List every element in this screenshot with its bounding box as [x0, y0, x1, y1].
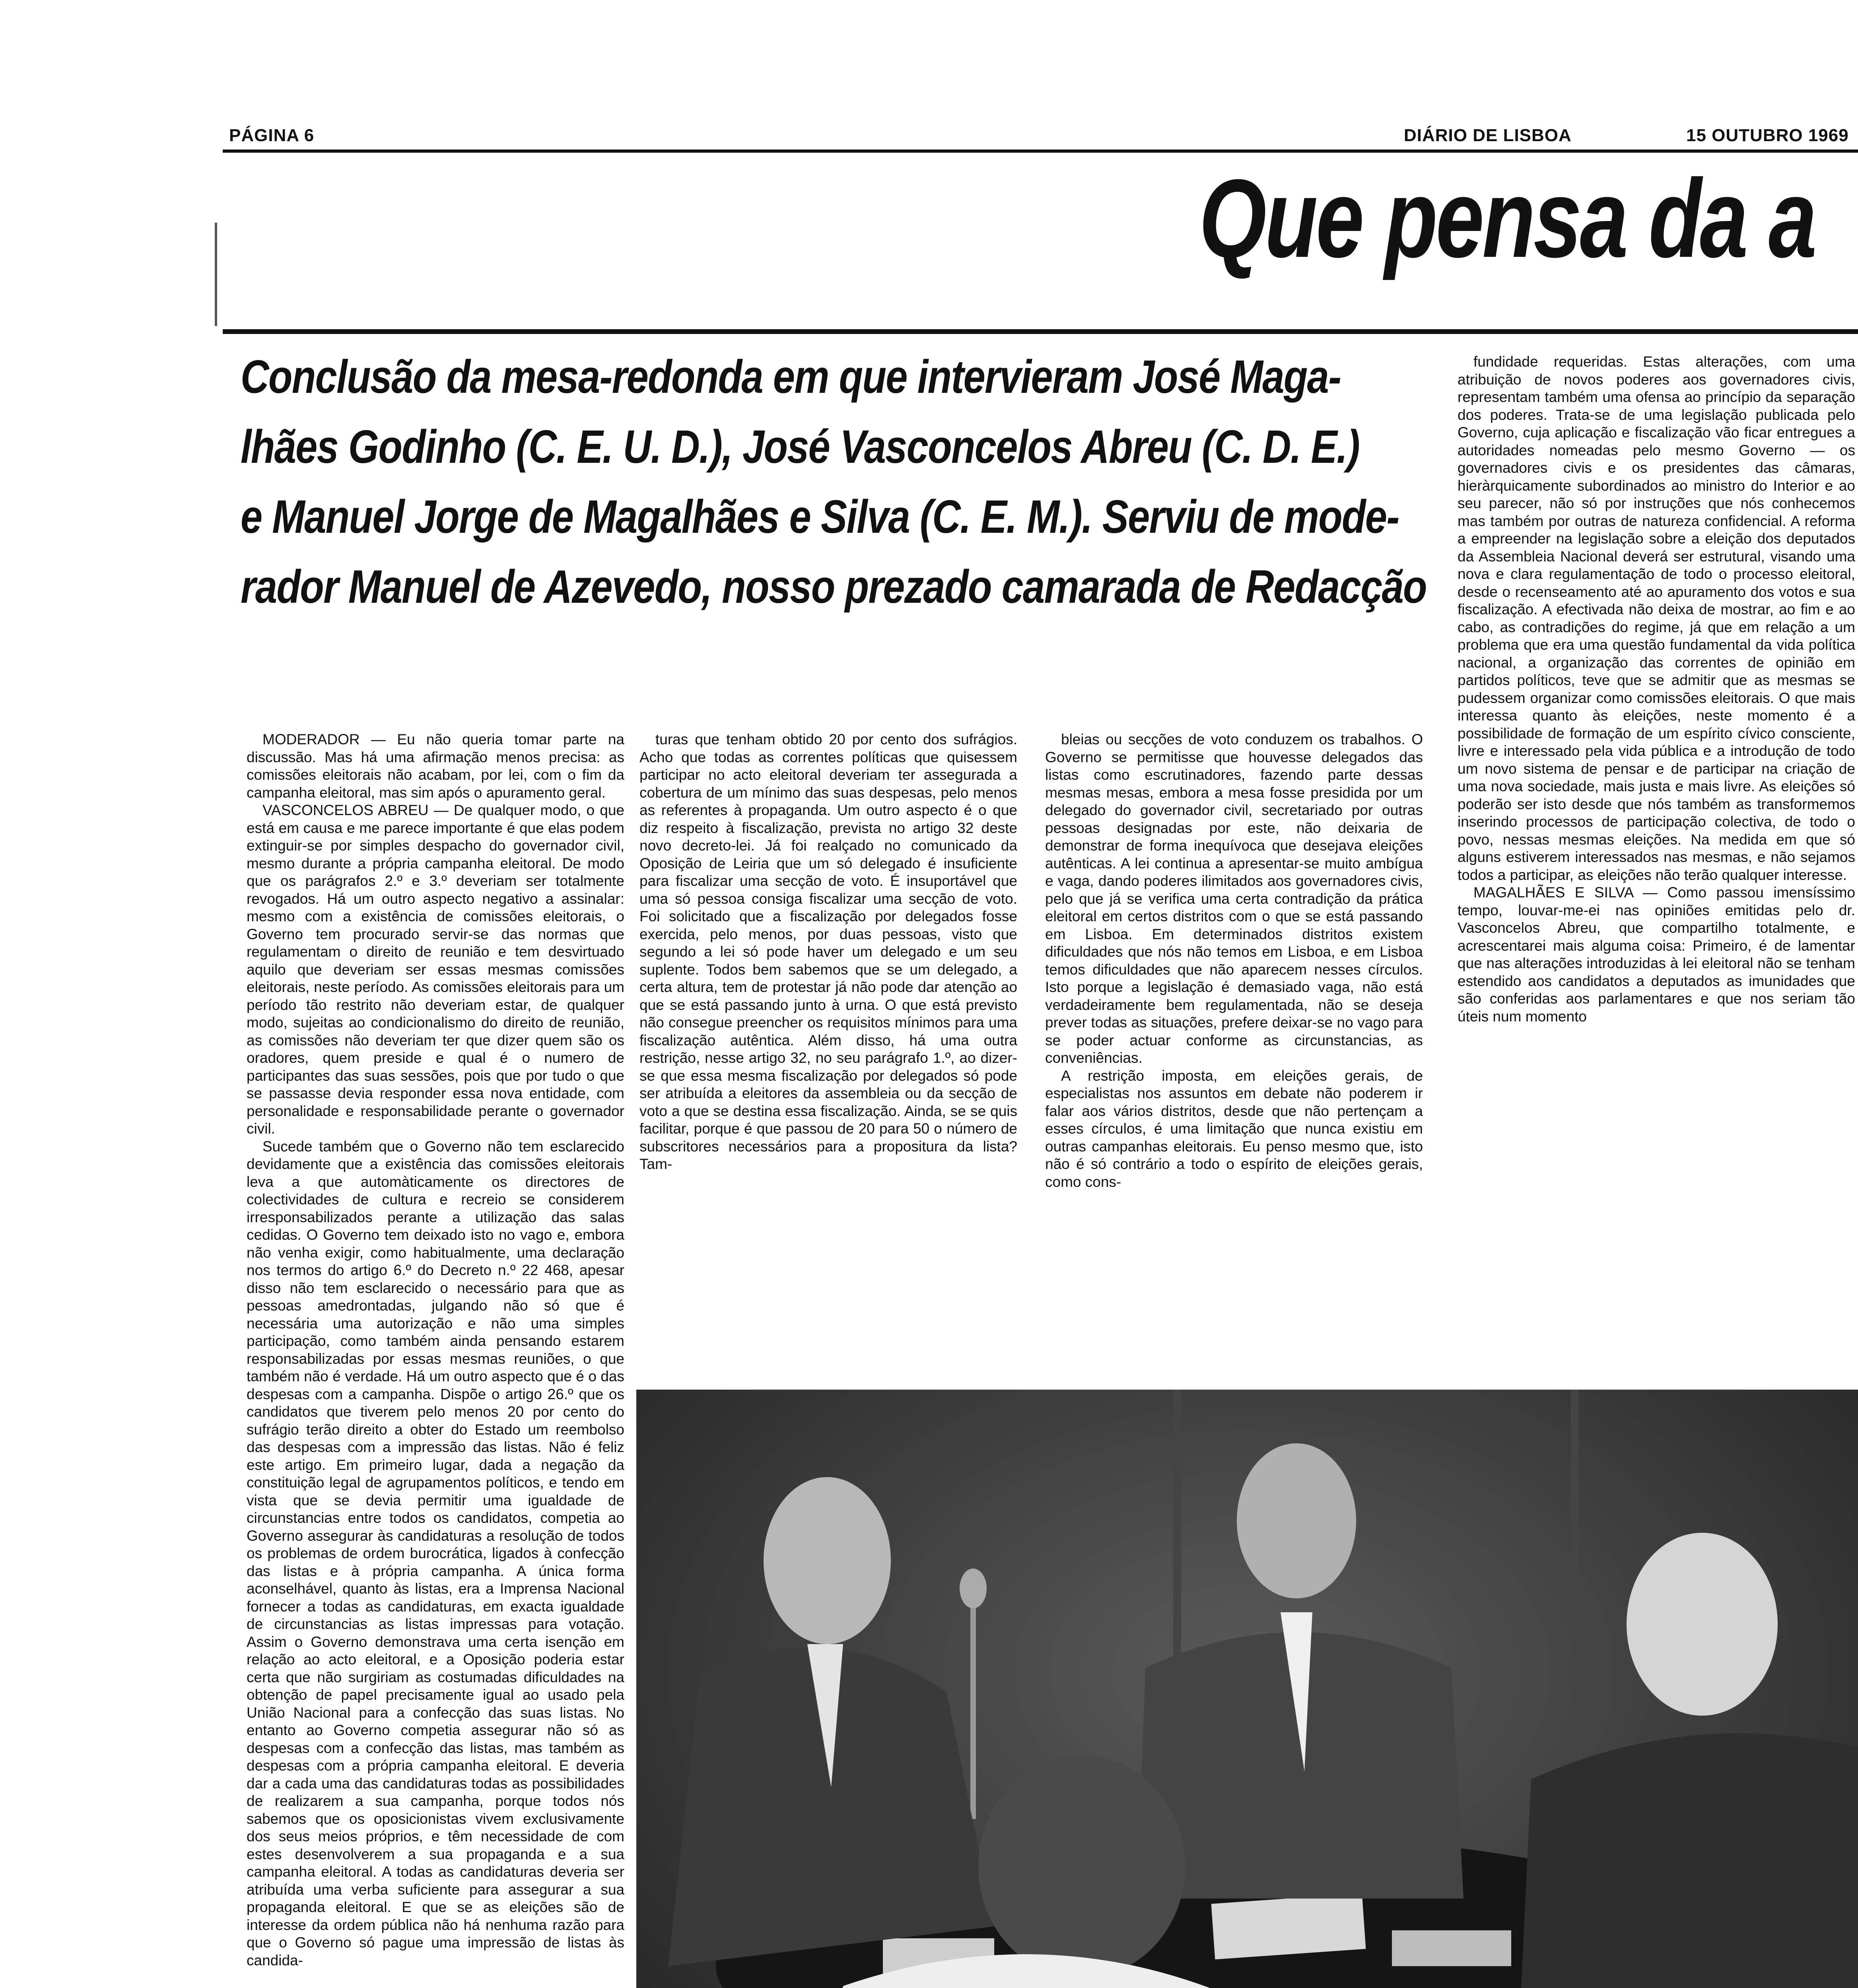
photo-scene	[636, 1390, 1858, 1988]
scan-mark	[215, 223, 217, 326]
paragraph: Sucede também que o Governo não tem esclarecido devidamente que a existência das comissões eleitorais leva a que automàticamente os directores de colectividades de cultura e recreio se considerem irresponsabilizados perante a utilização das salas cedidas. O Governo tem deixado isto no vago e, embora não venha exigir, como habitualmente, uma declaração nos termos do artigo 6.º do Decreto n.º 22 468, apesar disso não tem esclarecido o necessário para que as pessoas amedrontadas, julgando não só que é necessária uma autorização e não uma simples participação, como também ainda pensando estarem responsabilizadas por essas mesmas reuniões, o que também não é verdade. Há um outro aspecto que é o das despesas com a campanha. Dispõe o artigo 26.º que os candidatos que tiverem pelo menos 20 por cento do sufrágio terão direito a obter do Estado um reembolso das despesas com a impressão das listas. Não é feliz este artigo. Em primeiro lugar, dada a negação da constituição legal de agrupamentos políticos, e tendo em vista que se devia permitir uma igualdade de circunstancias entre todos os candidatos, competia ao Governo assegurar às candidaturas a resolução de todos os problemas de ordem burocrática, ligados à confecção das listas e à própria campanha. A única forma aconselhável, quanto às listas, era a Imprensa Nacional fornecer a todas as candidaturas, em exacta igualdade de circunstancias as listas impressas para votação. Assim o Governo demonstrava uma certa isenção em relação ao acto eleitoral, e a Oposição poderia estar certa que não surgiriam as costumadas dificuldades na obtenção de papel precisamente igual ao usado pela União Nacional para a confecção das suas listas. No entanto ao Governo competia assegurar não só as despesas com a confecção das listas, mas também as despesas com a própria campanha eleitoral. E deveria dar a cada uma das candidaturas todas as possibilidades de realizarem a sua campanha, porque todos nós sabemos que os oposicionistas vivem exclusivamente dos seus meios próprios, e têm necessidade de com estes desenvolverem a sua propaganda e a sua campanha eleitoral. A todas as candidaturas deveria ser atribuída uma verba suficiente para assegurar a sua propaganda eleitoral. E que se as eleições são de interesse da ordem pública não há nenhuma razão para que o Governo só pague uma impressão de listas às candida-	[247, 1138, 624, 1969]
article-column-4	[1458, 353, 1855, 1387]
papers	[1211, 1893, 1366, 1959]
deck-line: rador Manuel de Azevedo, nosso prezado camarada de Redacção	[241, 561, 1427, 613]
deck	[241, 342, 1434, 622]
article-column-2	[639, 731, 1017, 1383]
paragraph: fundidade requeridas. Estas alterações, com uma atribuição de novos poderes aos governadores civis, representam também uma ofensa ao princípio da separação dos poderes. Trata-se de uma legislação publicada pelo Governo, cuja aplicação e fiscalização vão ficar entregues a autoridades nomeadas pelo mesmo Governo — os governadores civis e os presidentes das câmaras, hieràrquicamente subordinados ao ministro do Interior e ao seu parecer, não só por instruções que nós conhecemos mas também por outras de natureza confidencial. A reforma a empreender na legislação sobre a eleição dos deputados da Assembleia Nacional deverá ser estrutural, visando uma nova e clara regulamentação de todo o processo eleitoral, desde o recenseamento até ao apuramento dos votos e sua fiscalização. A efectivada não deixa de mostrar, ao fim e ao cabo, as contradições do regime, já que em relação a um problema que era uma questão fundamental da vida política nacional, a organização das correntes de opinião em partidos políticos, teve que se admitir que as mesmas se pudessem organizar como comissões eleitorais. O que mais interessa quanto às eleições, neste momento é a possibilidade de formação de um espírito cívico consciente, livre e interessado pela vida pública e a introdução de todo um novo sistema de pensar e de participar na criação de uma nova sociedade, mais justa e mais livre. As eleições só poderão ser isto desde que nós também as transformemos inserindo processos de participação colectiva, de todo o povo, nessas mesmas eleições. Na medida em que só alguns estiverem interessados nas mesmas, e não sejamos todos a participar, as eleições não terão qualquer interesse.	[1458, 353, 1855, 883]
issue-date: 15 OUTUBRO 1969	[1686, 126, 1849, 145]
paragraph: A restrição imposta, em eleições gerais, de especialistas nos assuntos em debate não poderem ir falar aos vários distritos, desde que não pertençam a esses círculos, é uma limitação que nunca existiu em outras campanhas eleitorais. Eu penso mesmo que, isto não é só contrário a todo o espírito de eleições gerais, como cons-	[1045, 1067, 1423, 1190]
deck-line: lhães Godinho (C. E. U. D.), José Vasconcelos Abreu (C. D. E.)	[241, 421, 1360, 473]
paragraph: MODERADOR — Eu não queria tomar parte na discussão. Mas há uma afirmação menos precisa: as comissões eleitorais não acabam, por lei, com o fim da campanha eleitoral, mas sim após o apuramento geral.	[247, 731, 624, 801]
article-column-3	[1045, 731, 1423, 1383]
deck-line: e Manuel Jorge de Magalhães e Silva (C. E. M.). Serviu de mode-	[241, 491, 1399, 543]
page-label: PÁGINA 6	[229, 126, 315, 145]
person-right-body	[1511, 1733, 1858, 1988]
paragraph: bleias ou secções de voto conduzem os trabalhos. O Governo se permitisse que houvesse delegados das listas como escrutinadores, fazendo parte dessas mesmas mesas, embora a mesa fosse presidida por um delegado do governador civil, secretariado por outras pessoas designadas por este, não deixaria de demonstrar de forma inequívoca que desejava eleições autênticas. A lei continua a apresentar-se muito ambígua e vaga, dando poderes ilimitados aos governadores civis, pelo que já se verifica uma certa contradição da prática eleitoral em certos distritos com o que se está passando em Lisboa. Em determinados distritos existem dificuldades que nós não temos em Lisboa, e em Lisboa temos dificuldades que não aparecem nesses círculos. Isto porque a legislação é demasiado vaga, não está verdadeiramente bem regulamentada, não se deseja prever todas as situações, prefere deixar-se no vago para se poder actuar conforme as circunstancias, as conveniências.	[1045, 731, 1423, 1066]
deck-line: Conclusão da mesa-redonda em que intervieram José Maga-	[241, 351, 1341, 403]
article-column-1	[247, 731, 624, 1988]
paragraph: MAGALHÃES E SILVA — Como passou imensíssimo tempo, louvar-me-ei nas opiniões emitidas pelo dr. Vasconcelos Abreu, que compartilho totalmente, e acrescentarei mais alguma coisa: Primeiro, é de lamentar que nas alterações introduzidas à lei eleitoral não se tenham estendido aos candidatos a deputados as imunidades que são conferidas aos parlamentares e que nos seriam tão úteis num momento	[1458, 884, 1855, 1025]
microphone	[970, 1596, 976, 1819]
paragraph: VASCONCELOS ABREU — De qualquer modo, o que está em causa e me parece importante é que elas podem extinguir-se por simples despacho do governador civil, mesmo durante a própria campanha eleitoral. De modo que os parágrafos 2.º e 3.º deveriam ser totalmente revogados. Há um outro aspecto negativo a assinalar: mesmo com a existência de comissões eleitorais, o Governo tem procurado servir-se das normas que regulamentam o direito de reunião e tem desvirtuado aquilo que deveriam ser essas mesmas comissões eleitorais, neste período. As comissões eleitorais para um período tão restrito não deveriam estar, de qualquer modo, sujeitas ao condicionalismo do direito de reunião, as comissões não deveriam ter que dizer quem são os oradores, quem preside e qual é o numero de participantes das suas sessões, pois que por tudo o que se passasse devia responder essa nova entidade, com personalidade e responsabilidade perante o governador civil.	[247, 802, 624, 1137]
person-center-head	[1237, 1443, 1356, 1598]
person-left-head	[764, 1477, 891, 1644]
headline: Que pensa da a	[1199, 157, 1815, 281]
header-rule	[223, 149, 1858, 153]
newspaper-name: DIÁRIO DE LISBOA	[1404, 126, 1572, 145]
paragraph: turas que tenham obtido 20 por cento dos sufrágios. Acho que todas as correntes políticas que quisessem participar no acto eleitoral deveriam ter assegurada a cobertura de um mínimo das suas despesas, pelo menos as referentes à propaganda. Um outro aspecto é o que diz respeito à fiscalização, prevista no artigo 32 deste novo decreto-lei. Já foi realçado no comunicado da Oposição de Leiria que um só delegado é insuficiente para fiscalizar uma secção de voto. É insuportável que uma só pessoa consiga fiscalizar uma secção de voto. Foi solicitado que a fiscalização por delegados fosse exercida, pelo menos, por duas pessoas, visto que segundo a lei só pode haver um delegado e um seu suplente. Todos bem sabemos que se um delegado, a certa altura, tem de protestar já não pode dar atenção ao que se está passando junto à urna. O que está previsto não consegue preencher os requisitos mínimos para uma fiscalização autêntica. Além disso, há uma outra restrição, nesse artigo 32, no seu parágrafo 1.º, ao dizer-se que essa mesma fiscalização por delegados só pode ser atribuída a eleitores da assembleia ou da secção de voto a que se destina essa fiscalização. Ainda, se se quis facilitar, porque é que passou de 20 para 50 o número de subscritores necessários para a propositura da lista? Tam-	[639, 731, 1017, 1172]
person-right-head	[1627, 1533, 1778, 1716]
roundtable-photo	[636, 1390, 1858, 1988]
headline-rule	[223, 329, 1858, 334]
person-front-head	[978, 1755, 1185, 1978]
